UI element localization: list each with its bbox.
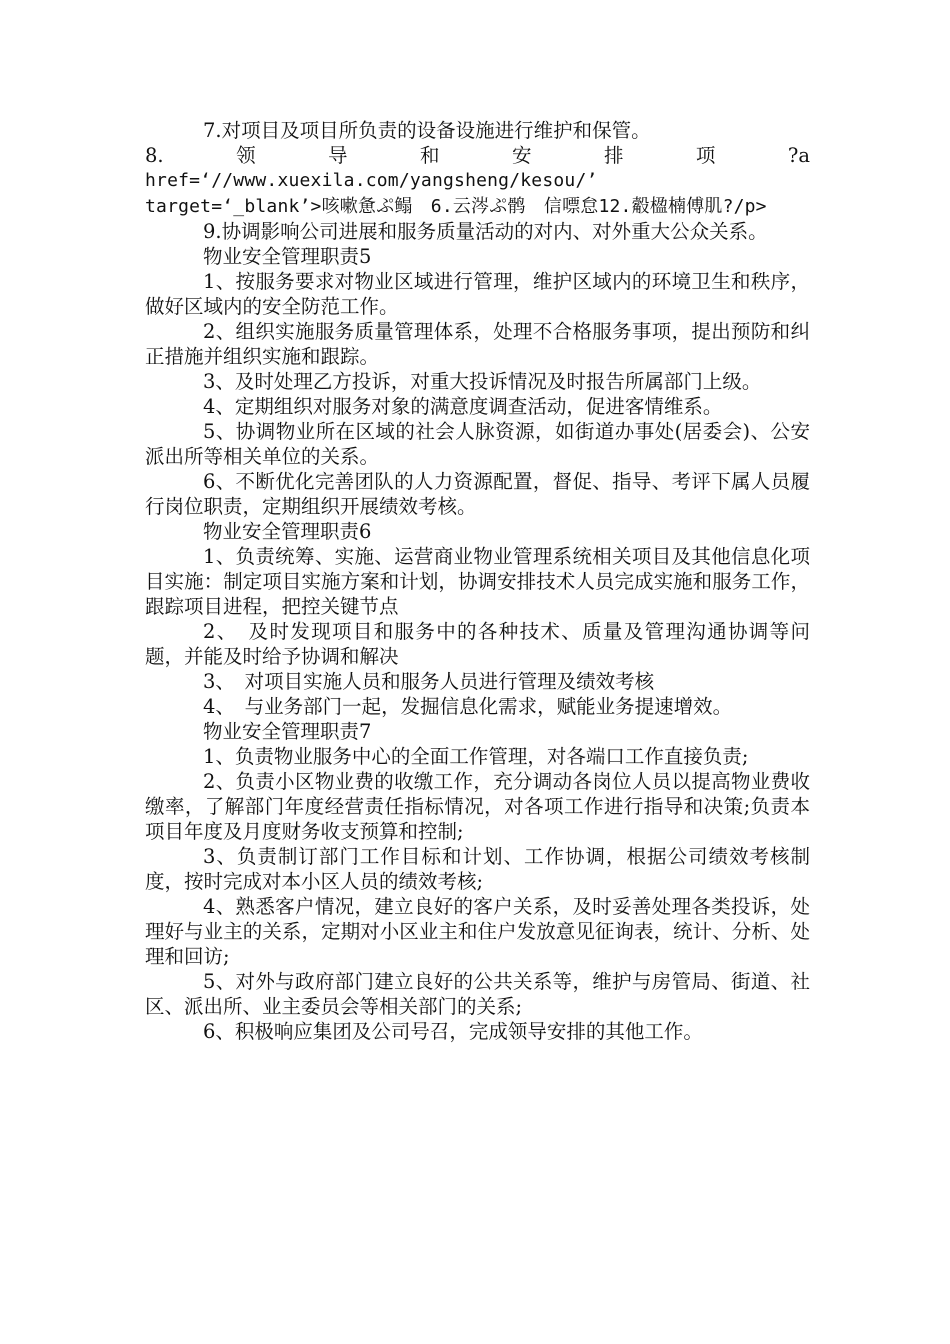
section-5-title: 物业安全管理职责5	[203, 245, 372, 268]
item-8-word: 安	[511, 144, 532, 167]
section-6-item: 2、 及时发现项目和服务中的各种技术、质量及管理沟通协调等问题，并能及时给予协调和解决	[145, 620, 810, 668]
section-5-item: 5、协调物业所在区域的社会人脉资源，如街道办事处(居委会)、公安派出所等相关单位的关系。	[145, 420, 810, 468]
item-8-word: 导	[328, 144, 348, 167]
section-7-item: 1、负责物业服务中心的全面工作管理，对各端口工作直接负责;	[203, 745, 749, 768]
target-line	[145, 193, 810, 219]
target-text: target=‘_blank’>咳嗽惫ぷ鳎 6.云涔ぷ鹘 信嘌怠12.觳楹楠傅肌?/p>	[145, 196, 767, 217]
section-5-item: 2、组织实施服务质量管理体系，处理不合格服务事项，提出预防和纠正措施并组织实施和跟踪。	[145, 320, 810, 368]
section-7-title: 物业安全管理职责7	[203, 720, 372, 743]
section-7-item: 6、积极响应集团及公司号召，完成领导安排的其他工作。	[203, 1020, 703, 1043]
section-6-title: 物业安全管理职责6	[203, 520, 372, 543]
item-7-line: 7.对项目及项目所负责的设备设施进行维护和保管。	[203, 119, 651, 142]
section-6-item: 1、负责统筹、实施、运营商业物业管理系统相关项目及其他信息化项目实施：制定项目实施方案和计划，协调安排技术人员完成实施和服务工作，跟踪项目进程，把控关键节点	[145, 545, 810, 618]
href-line: href=‘//www.xuexila.com/yangsheng/kesou/’	[145, 170, 598, 191]
section-7-item: 3、负责制订部门工作目标和计划、工作协调，根据公司绩效考核制度，按时完成对本小区人员的绩效考核;	[145, 845, 810, 893]
section-7-item: 4、熟悉客户情况，建立良好的客户关系，及时妥善处理各类投诉，处理好与业主的关系，定期对小区业主和住户发放意见征询表，统计、分析、处理和回访;	[145, 895, 810, 968]
section-7-item: 5、对外与政府部门建立良好的公共关系等，维护与房管局、街道、社区、派出所、业主委员会等相关部门的关系;	[145, 970, 810, 1018]
item-9-line: 9.协调影响公司进展和服务质量活动的对内、对外重大公众关系。	[203, 220, 768, 243]
section-5-item: 4、定期组织对服务对象的满意度调查活动，促进客情维系。	[203, 395, 723, 418]
item-8-word: 排	[603, 144, 624, 167]
item-8-word: 领	[236, 144, 256, 167]
item-8-word: 和	[420, 144, 440, 167]
item-8-word: ?a	[787, 144, 810, 167]
section-6-item: 4、 与业务部门一起，发掘信息化需求，赋能业务提速增效。	[203, 695, 733, 718]
section-5-item: 1、按服务要求对物业区域进行管理，维护区域内的环境卫生和秩序，做好区域内的安全防范工作。	[145, 270, 810, 318]
section-6-item: 3、 对项目实施人员和服务人员进行管理及绩效考核	[203, 670, 655, 693]
item-8-word: 项	[695, 144, 716, 167]
document-body	[145, 118, 810, 1044]
item-8-line	[145, 143, 810, 168]
section-7-item: 2、负责小区物业费的收缴工作，充分调动各岗位人员以提高物业费收缴率，了解部门年度经营责任指标情况，对各项工作进行指导和决策;负责本项目年度及月度财务收支预算和控制;	[145, 770, 810, 843]
section-5-item: 6、不断优化完善团队的人力资源配置，督促、指导、考评下属人员履行岗位职责，定期组织开展绩效考核。	[145, 470, 810, 518]
item-8-word: 8.	[145, 144, 164, 167]
section-5-item: 3、及时处理乙方投诉，对重大投诉情况及时报告所属部门上级。	[203, 370, 762, 393]
